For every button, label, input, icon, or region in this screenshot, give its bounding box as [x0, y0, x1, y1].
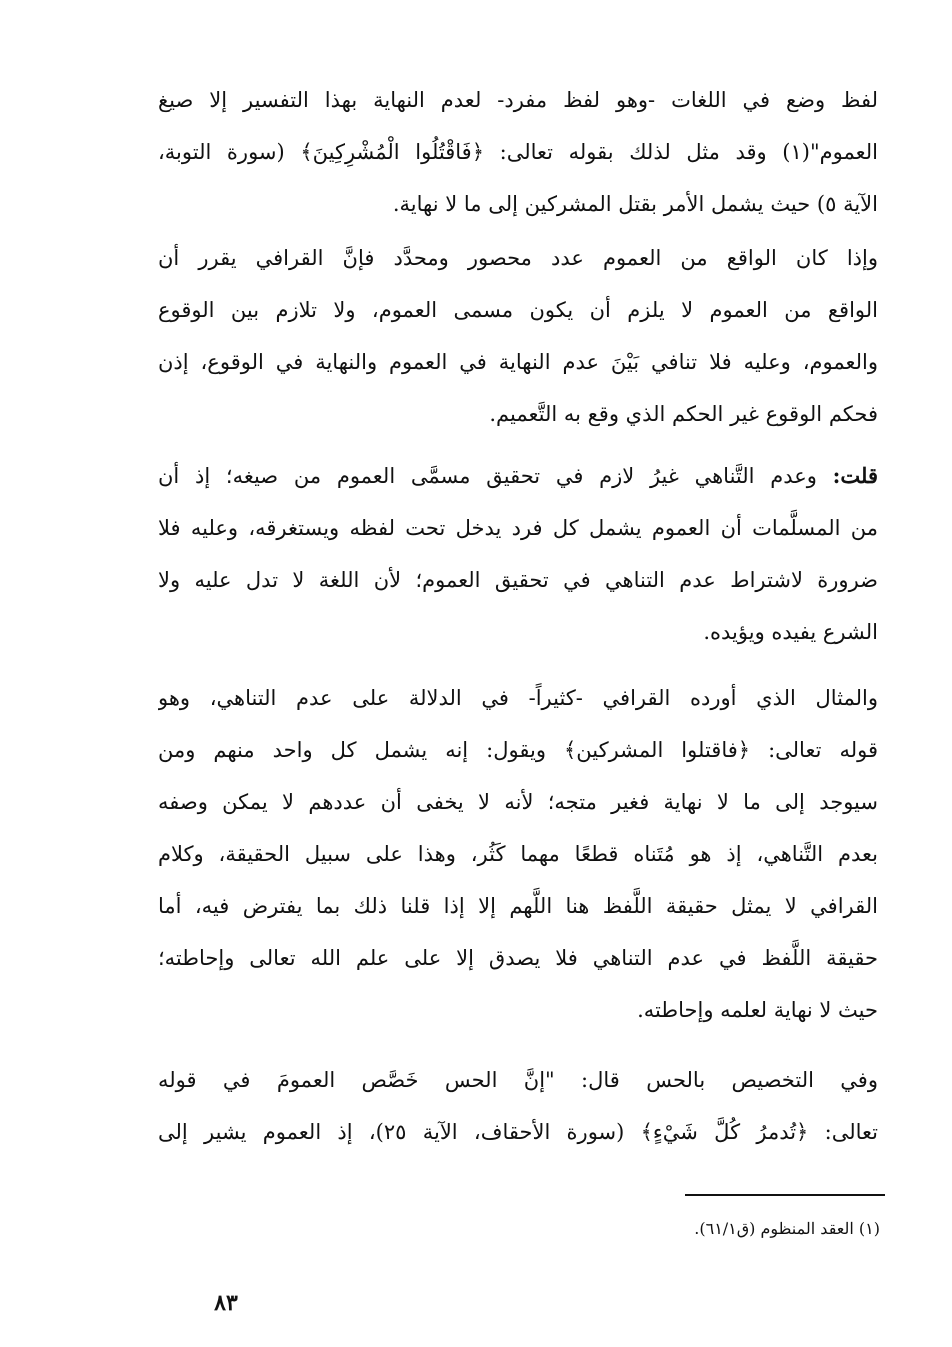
text-line: الشرع يفيده ويؤيده.	[703, 620, 878, 644]
text-line: الآية ٥) حيث يشمل الأمر بقتل المشركين إلى ما لا نهاية.	[392, 192, 878, 216]
paragraph-5	[158, 1054, 878, 1158]
text-line: والمثال الذي أورده القرافي -كثيراً- في الدلالة على عدم التناهي، وهو	[158, 686, 878, 710]
page-number: ٨٣	[214, 1290, 238, 1316]
text-line-rest: وعدم التَّناهي غيرُ لازم في تحقيق مسمَّى العموم من صيغه؛ إذ أن	[158, 464, 833, 488]
text-line: حقيقة اللَّفظ في عدم التناهي فلا يصدق إلا على علم الله تعالى وإحاطته؛	[158, 946, 878, 970]
text-line: الواقع من العموم لا يلزم أن يكون مسمى العموم، ولا تلازم بين الوقوع	[158, 298, 878, 322]
text-line: لفظ وضع في اللغات -وهو لفظ مفرد- لعدم النهاية بهذا التفسير إلا صيغ	[158, 88, 878, 112]
paragraph-3	[158, 450, 878, 658]
footnote-divider	[685, 1194, 885, 1196]
text-line: من المسلَّمات أن العموم يشمل كل فرد يدخل تحت لفظه ويستغرقه، وعليه فلا	[158, 516, 878, 540]
text-line: بعدم التَّناهي، إذ هو مُتَناه قطعًا مهما كَثُر، وهذا على سبيل الحقيقة، وكلام	[158, 842, 878, 866]
text-line: القرافي لا يمثل حقيقة اللَّفظ هنا اللَّهم إلا إذا قلنا ذلك بما يفترض فيه، أما	[158, 894, 878, 918]
text-line	[158, 450, 878, 502]
paragraph-4	[158, 672, 878, 1036]
text-line: والعموم، وعليه فلا تنافي بَيْنَ عدم النهاية في العموم والنهاية في الوقوع، إذن	[158, 350, 878, 374]
text-line: فحكم الوقوع غير الحكم الذي وقع به التَّعميم.	[489, 402, 878, 426]
paragraph-2	[158, 232, 878, 440]
text-line: العموم"(١) وقد مثل لذلك بقوله تعالى: ﴿فَاقْتُلُوا الْمُشْرِكِينَ﴾ (سورة التوبة،	[158, 140, 878, 164]
text-line: تعالى: ﴿تُدمرُ كُلَّ شَيْءٍ﴾ (سورة الأحقاف، الآية ٢٥)، إذ العموم يشير إلى	[158, 1120, 878, 1144]
text-line: حيث لا نهاية لعلمه وإحاطته.	[637, 998, 878, 1022]
paragraph-1	[158, 74, 878, 230]
footnote: (١) العقد المنظوم (ق٦١/١).	[694, 1219, 880, 1238]
text-line: وإذا كان الواقع من العموم عدد محصور ومحدَّد فإنَّ القرافي يقرر أن	[158, 246, 878, 270]
text-line: قوله تعالى: ﴿فاقتلوا المشركين﴾ ويقول: إنه يشمل كل واحد منهم ومن	[158, 738, 878, 762]
paragraph-lead: قلت:	[832, 463, 878, 488]
text-line: ضرورة لاشتراط عدم التناهي في تحقيق العموم؛ لأن اللغة لا تدل عليه ولا	[158, 568, 878, 592]
text-line: سيوجد إلى ما لا نهاية فغير متجه؛ لأنه لا يخفى أن عددهم لا يمكن وصفه	[158, 790, 878, 814]
text-line: وفي التخصيص بالحس قال: "إنَّ الحس خَصَّص العمومَ في قوله	[158, 1068, 878, 1092]
